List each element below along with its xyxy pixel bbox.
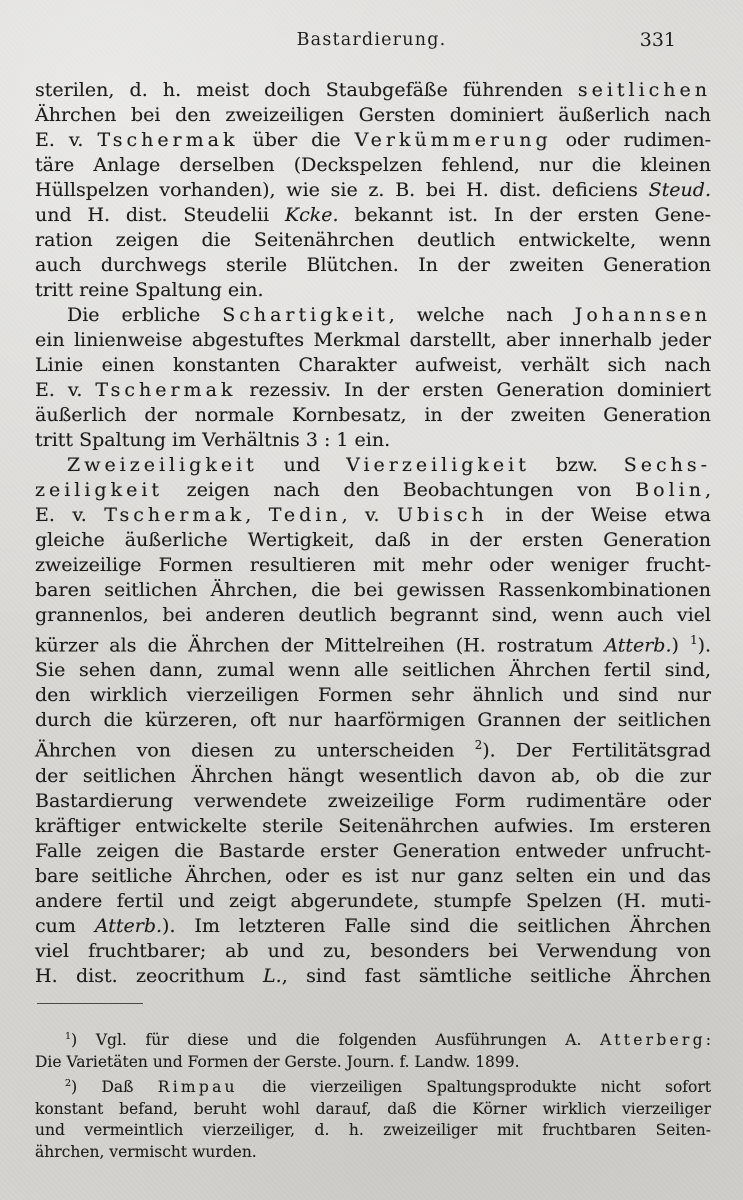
letterspaced-text: Verkümmerung xyxy=(354,129,552,151)
running-title: Bastardierung. xyxy=(296,30,447,50)
text-run: andere fertil und zeigt abgerundete, stumpfe Spelzen (H. muti- xyxy=(35,889,711,912)
letterspaced-text: Zweizeiligkeit xyxy=(67,454,258,476)
main-text-block xyxy=(35,78,711,989)
paragraph xyxy=(35,453,711,989)
text-run: Falle zeigen die Bastarde erster Generation entweder unfrucht- xyxy=(35,839,711,862)
text-run: , sind fast sämtliche seitliche Ährchen xyxy=(281,964,711,987)
text-line xyxy=(35,889,711,914)
text-line xyxy=(35,1026,711,1052)
text-run: bekannt ist. In der ersten Gene- xyxy=(338,204,711,226)
text-line xyxy=(35,658,711,683)
text-run: rezessiv. In der ersten Generation dominiert xyxy=(236,379,711,401)
footnote-separator xyxy=(37,1003,143,1004)
text-run: kürzer als die Ährchen der Mittelreihen (H. rostratum xyxy=(35,634,605,657)
text-run: der seitlichen Ährchen hängt wesentlich davon ab, ob die zur xyxy=(35,764,711,787)
text-line xyxy=(35,403,711,428)
text-run: den wirklich vierzeiligen Formen sehr ähnlich und sind nur xyxy=(35,684,711,707)
text-line xyxy=(35,503,711,528)
page-header xyxy=(35,30,708,56)
text-line xyxy=(35,178,711,203)
text-line xyxy=(35,1073,711,1099)
letterspaced-text: Tedin xyxy=(268,504,342,526)
letterspaced-text: Tschermak xyxy=(104,504,246,526)
text-line xyxy=(35,103,711,128)
text-run: Ährchen von diesen zu unterscheiden xyxy=(35,739,475,762)
text-run: ährchen, vermischt wurden. xyxy=(35,1142,257,1161)
text-run: , welche nach xyxy=(388,304,575,326)
text-run: : xyxy=(705,1031,711,1050)
text-line xyxy=(35,864,711,889)
text-run: , xyxy=(704,479,711,501)
text-run: die vierzeiligen Spaltungsprodukte nicht sofort xyxy=(237,1078,711,1097)
text-line xyxy=(35,603,711,628)
text-run: baren seitlichen Ährchen, die bei gewissen Rassenkombinationen xyxy=(35,579,711,601)
letterspaced-text: Atterberg xyxy=(600,1031,706,1050)
text-line xyxy=(35,228,711,253)
footnotes-block xyxy=(35,1026,711,1163)
text-line xyxy=(35,964,711,989)
text-run: ) Vgl. für diese und die folgenden Ausführungen A. xyxy=(71,1031,601,1050)
text-line xyxy=(35,78,711,103)
text-run: tritt reine Spaltung ein. xyxy=(35,279,264,301)
text-line xyxy=(35,528,711,553)
text-line xyxy=(35,353,711,378)
paragraph xyxy=(35,1073,711,1163)
text-run: viel fruchtbarer; ab und zu, besonders bei Verwendung von xyxy=(35,939,711,962)
text-run: sterilen, d. h. meist doch Staubgefäße führenden xyxy=(35,79,578,101)
paragraph xyxy=(35,78,711,303)
text-run: ) Daß xyxy=(71,1078,158,1097)
letterspaced-text: Ubisch xyxy=(396,504,488,526)
text-line xyxy=(35,578,711,603)
italic-text: Kcke. xyxy=(284,204,339,226)
text-run: zeigen nach den Beobachtungen von xyxy=(163,479,636,501)
footnote-marker: 2 xyxy=(65,1078,72,1090)
text-run: Ährchen bei den zweizeiligen Gersten dominiert äußerlich nach xyxy=(35,104,711,126)
letterspaced-text: Schartigkeit xyxy=(222,304,389,326)
text-line xyxy=(35,764,711,789)
text-line xyxy=(35,628,711,658)
text-line xyxy=(35,128,711,153)
text-line xyxy=(35,153,711,178)
italic-text: L. xyxy=(263,964,282,987)
text-line xyxy=(35,553,711,578)
italic-text: Atterb. xyxy=(604,634,672,657)
text-line xyxy=(35,478,711,503)
letterspaced-text: Tschermak xyxy=(95,379,237,401)
text-line xyxy=(35,1120,711,1142)
text-run: in der Weise etwa xyxy=(487,504,711,526)
text-run: ). Im letzteren Falle sind die seitlichen Ährchen xyxy=(162,914,711,937)
text-run: und H. dist. Steudelii xyxy=(35,204,285,226)
letterspaced-text: Rimpau xyxy=(157,1078,238,1097)
text-line xyxy=(35,453,711,478)
text-run: über die xyxy=(238,129,355,151)
text-line xyxy=(35,303,711,328)
text-line xyxy=(35,1142,711,1164)
text-line xyxy=(35,839,711,864)
paragraph xyxy=(35,1026,711,1073)
text-run: bare seitliche Ährchen, oder es ist nur ganz selten ein und das xyxy=(35,864,711,887)
text-line xyxy=(35,914,711,939)
text-line xyxy=(35,1052,711,1074)
letterspaced-text: Bolin xyxy=(635,479,705,501)
text-line xyxy=(35,428,711,453)
text-line xyxy=(35,789,711,814)
letterspaced-text: Vierzeiligkeit xyxy=(346,454,530,476)
text-line xyxy=(35,683,711,708)
text-run: grannenlos, bei anderen deutlich begrannt sind, wenn auch viel xyxy=(35,604,711,626)
text-run: , v. xyxy=(341,504,397,526)
text-run: ) xyxy=(671,634,691,657)
text-run: ). xyxy=(697,634,712,657)
text-run: auch durchwegs sterile Blütchen. In der zweiten Generation xyxy=(35,254,711,276)
paragraph xyxy=(35,303,711,453)
italic-text: Steud. xyxy=(648,179,711,201)
text-run: zweizeilige Formen resultieren mit mehr oder weniger frucht- xyxy=(35,554,711,576)
text-line xyxy=(35,733,711,763)
text-line xyxy=(35,378,711,403)
text-line xyxy=(35,939,711,964)
italic-text: Atterb. xyxy=(94,914,163,937)
text-run: cum xyxy=(35,914,95,937)
text-run: Bastardierung verwendete zweizeilige Form rudimentäre oder xyxy=(35,789,711,812)
text-line xyxy=(35,708,711,733)
letterspaced-text: seitlichen xyxy=(577,79,711,101)
text-run: , xyxy=(245,504,269,526)
letterspaced-text: zeiligkeit xyxy=(35,479,164,501)
text-run: ration zeigen die Seitenährchen deutlich entwickelte, wenn xyxy=(35,229,711,251)
text-run: konstant befand, beruht wohl darauf, daß die Körner wirklich vierzeiliger xyxy=(35,1099,711,1118)
text-run: oder rudimen- xyxy=(551,129,712,151)
text-run: äußerlich der normale Kornbesatz, in der zweiten Generation xyxy=(35,404,711,426)
text-line xyxy=(35,253,711,278)
letterspaced-text: Johannsen xyxy=(574,304,711,326)
text-run: und vermeintlich vierzeiliger, d. h. zweizeiliger mit fruchtbaren Seiten- xyxy=(35,1121,711,1140)
text-run: Hüllspelzen vorhanden), wie sie z. B. bei H. dist. deficiens xyxy=(35,179,649,201)
text-run: und xyxy=(257,454,347,476)
text-run: tritt Spaltung im Verhältnis 3 : 1 ein. xyxy=(35,429,391,451)
text-run: E. v. xyxy=(35,379,96,401)
letterspaced-text: Tschermak xyxy=(97,129,239,151)
text-run: ein linienweise abgestuftes Merkmal darstellt, aber innerhalb jeder xyxy=(35,329,711,351)
text-run: kräftiger entwickelte sterile Seitenährchen aufwies. Im ersteren xyxy=(35,814,711,837)
footnote-marker: 1 xyxy=(690,633,698,647)
text-run: ). Der Fertilitätsgrad xyxy=(482,739,711,762)
text-run: Die erbliche xyxy=(67,304,223,326)
text-line xyxy=(35,814,711,839)
text-run: täre Anlage derselben (Deckspelzen fehlend, nur die kleinen xyxy=(35,154,711,176)
text-run: gleiche äußerliche Wertigkeit, daß in der ersten Generation xyxy=(35,529,711,551)
text-run: Sie sehen dann, zumal wenn alle seitlichen Ährchen fertil sind, xyxy=(35,659,711,682)
text-run: H. dist. zeocrithum xyxy=(35,964,264,987)
text-run: durch die kürzeren, oft nur haarförmigen Grannen der seitlichen xyxy=(35,709,711,732)
text-line xyxy=(35,1099,711,1121)
text-line xyxy=(35,278,711,303)
text-run: E. v. xyxy=(35,504,105,526)
footnote-marker: 1 xyxy=(65,1031,72,1042)
footnote-marker: 2 xyxy=(474,738,483,753)
letterspaced-text: Sechs- xyxy=(623,454,711,476)
text-run: bzw. xyxy=(529,454,624,476)
text-line xyxy=(35,203,711,228)
text-line xyxy=(35,328,711,353)
text-run: E. v. xyxy=(35,129,98,151)
text-run: Linie einen konstanten Charakter aufweist, verhält sich nach xyxy=(35,354,711,376)
text-run: Die Varietäten und Formen der Gerste. Journ. f. Landw. 1899. xyxy=(35,1052,520,1071)
page-number: 331 xyxy=(639,29,676,51)
